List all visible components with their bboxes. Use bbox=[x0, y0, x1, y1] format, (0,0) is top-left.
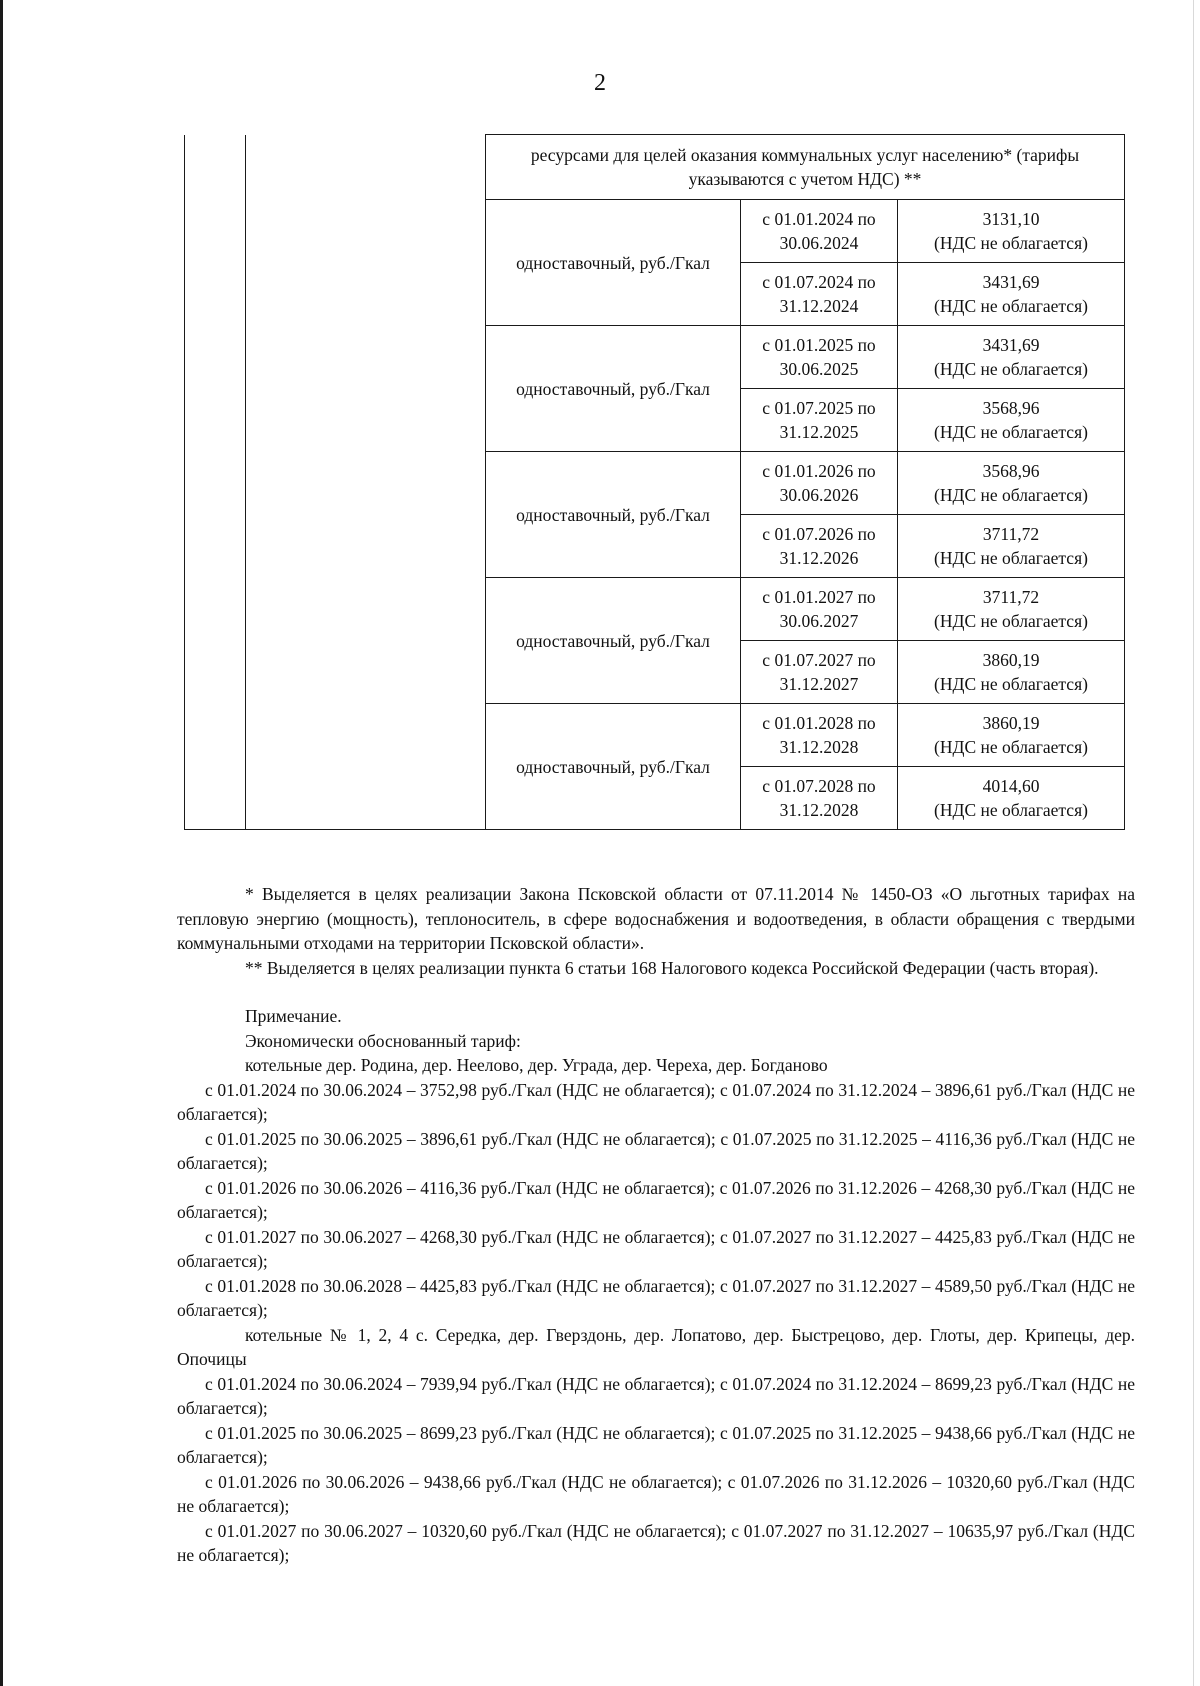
tariff-type-cell: одноставочный, руб./Гкал bbox=[486, 704, 741, 830]
notes-section bbox=[177, 882, 1135, 1568]
boiler-group-2: котельные № 1, 2, 4 с. Середка, дер. Гверздонь, дер. Лопатово, дер. Быстрецово, дер. Глоты, дер. Крипецы, дер. Опочицы bbox=[177, 1324, 1135, 1369]
vat-note: (НДС не облагается) bbox=[934, 674, 1088, 694]
vat-note: (НДС не облагается) bbox=[934, 233, 1088, 253]
vat-note: (НДС не облагается) bbox=[934, 548, 1088, 568]
value-cell bbox=[898, 389, 1125, 452]
tariff-value: 3711,72 bbox=[982, 587, 1040, 607]
tariff-type-cell: одноставочный, руб./Гкал bbox=[486, 578, 741, 704]
note-title: Примечание. bbox=[245, 1006, 342, 1026]
value-cell bbox=[898, 641, 1125, 704]
tariff-value: 3431,69 bbox=[982, 272, 1040, 292]
tariff-type-cell: одноставочный, руб./Гкал bbox=[486, 326, 741, 452]
footnote-2: ** Выделяется в целях реализации пункта 6 статьи 168 Налогового кодекса Российской Федерации (часть вторая). bbox=[245, 957, 1099, 978]
vat-note: (НДС не облагается) bbox=[934, 422, 1088, 442]
period-cell: с 01.07.2026 по 31.12.2026 bbox=[741, 515, 898, 578]
period-cell: с 01.01.2028 по 31.12.2028 bbox=[741, 704, 898, 767]
period-cell: с 01.07.2027 по 31.12.2027 bbox=[741, 641, 898, 704]
period-cell: с 01.07.2028 по 31.12.2028 bbox=[741, 767, 898, 830]
table-header: ресурсами для целей оказания коммунальных услуг населению* (тарифы указываются с учетом НДС) ** bbox=[486, 135, 1125, 200]
page-number: 2 bbox=[594, 70, 606, 96]
period-cell: с 01.01.2027 по 30.06.2027 bbox=[741, 578, 898, 641]
value-cell bbox=[898, 767, 1125, 830]
tariff-line: с 01.01.2025 по 30.06.2025 – 8699,23 руб./Гкал (НДС не облагается); с 01.07.2025 по 31.12.2025 – 9438,66 руб./Гкал (НДС не облагается); bbox=[177, 1422, 1135, 1467]
value-cell bbox=[898, 578, 1125, 641]
tariff-line: с 01.01.2026 по 30.06.2026 – 4116,36 руб./Гкал (НДС не облагается); с 01.07.2026 по 31.12.2026 – 4268,30 руб./Гкал (НДС не облагается); bbox=[177, 1177, 1135, 1222]
period-cell: с 01.01.2025 по 30.06.2025 bbox=[741, 326, 898, 389]
tariff-value: 3711,72 bbox=[982, 524, 1040, 544]
tariff-line: с 01.01.2028 по 30.06.2028 – 4425,83 руб./Гкал (НДС не облагается); с 01.07.2027 по 31.12.2027 – 4589,50 руб./Гкал (НДС не облагается); bbox=[177, 1275, 1135, 1320]
vat-note: (НДС не облагается) bbox=[934, 296, 1088, 316]
tariff-value: 3860,19 bbox=[982, 650, 1040, 670]
period-cell: с 01.01.2024 по 30.06.2024 bbox=[741, 200, 898, 263]
period-cell: с 01.01.2026 по 30.06.2026 bbox=[741, 452, 898, 515]
tariff-line: с 01.01.2024 по 30.06.2024 – 3752,98 руб./Гкал (НДС не облагается); с 01.07.2024 по 31.12.2024 – 3896,61 руб./Гкал (НДС не облагается); bbox=[177, 1079, 1135, 1124]
tariff-type-cell: одноставочный, руб./Гкал bbox=[486, 200, 741, 326]
left-column-2 bbox=[246, 135, 486, 830]
tariff-value: 3131,10 bbox=[982, 209, 1040, 229]
left-column-1 bbox=[185, 135, 246, 830]
tariff-line: с 01.01.2025 по 30.06.2025 – 3896,61 руб./Гкал (НДС не облагается); с 01.07.2025 по 31.12.2025 – 4116,36 руб./Гкал (НДС не облагается); bbox=[177, 1128, 1135, 1173]
spacer bbox=[177, 980, 1135, 1004]
tariff-value: 3431,69 bbox=[982, 335, 1040, 355]
tariff-line: с 01.01.2027 по 30.06.2027 – 4268,30 руб./Гкал (НДС не облагается); с 01.07.2027 по 31.12.2027 – 4425,83 руб./Гкал (НДС не облагается); bbox=[177, 1226, 1135, 1271]
vat-note: (НДС не облагается) bbox=[934, 611, 1088, 631]
tariff-type-cell: одноставочный, руб./Гкал bbox=[486, 452, 741, 578]
value-cell bbox=[898, 263, 1125, 326]
footnote-1: * Выделяется в целях реализации Закона Псковской области от 07.11.2014 № 1450-ОЗ «О льготных тарифах на тепловую энергию (мощность), теплоноситель, в сфере водоснабжения и водоотведения, в области обращения с твердыми коммунальными отходами на территории Псковской области». bbox=[177, 884, 1135, 953]
note-subtitle: Экономически обоснованный тариф: bbox=[245, 1030, 521, 1051]
vat-note: (НДС не облагается) bbox=[934, 359, 1088, 379]
vat-note: (НДС не облагается) bbox=[934, 737, 1088, 757]
value-cell bbox=[898, 200, 1125, 263]
tariff-value: 4014,60 bbox=[982, 776, 1040, 796]
tariff-value: 3860,19 bbox=[982, 713, 1040, 733]
boiler-group-1: котельные дер. Родина, дер. Неелово, дер. Уграда, дер. Череха, дер. Богданово bbox=[245, 1055, 828, 1075]
tariff-line: с 01.01.2024 по 30.06.2024 – 7939,94 руб./Гкал (НДС не облагается); с 01.07.2024 по 31.12.2024 – 8699,23 руб./Гкал (НДС не облагается); bbox=[177, 1373, 1135, 1418]
value-cell bbox=[898, 326, 1125, 389]
value-cell bbox=[898, 704, 1125, 767]
page-edge-left bbox=[0, 0, 3, 1686]
tariff-table bbox=[184, 134, 1125, 830]
tariff-value: 3568,96 bbox=[982, 461, 1040, 481]
period-cell: с 01.07.2025 по 31.12.2025 bbox=[741, 389, 898, 452]
tariff-value: 3568,96 bbox=[982, 398, 1040, 418]
page-edge-right bbox=[1193, 0, 1194, 1686]
value-cell bbox=[898, 452, 1125, 515]
vat-note: (НДС не облагается) bbox=[934, 485, 1088, 505]
period-cell: с 01.07.2024 по 31.12.2024 bbox=[741, 263, 898, 326]
vat-note: (НДС не облагается) bbox=[934, 800, 1088, 820]
tariff-line: с 01.01.2026 по 30.06.2026 – 9438,66 руб./Гкал (НДС не облагается); с 01.07.2026 по 31.12.2026 – 10320,60 руб./Гкал (НДС не облагается); bbox=[177, 1471, 1135, 1516]
value-cell bbox=[898, 515, 1125, 578]
tariff-line: с 01.01.2027 по 30.06.2027 – 10320,60 руб./Гкал (НДС не облагается); с 01.07.2027 по 31.12.2027 – 10635,97 руб./Гкал (НДС не облагается); bbox=[177, 1520, 1135, 1565]
